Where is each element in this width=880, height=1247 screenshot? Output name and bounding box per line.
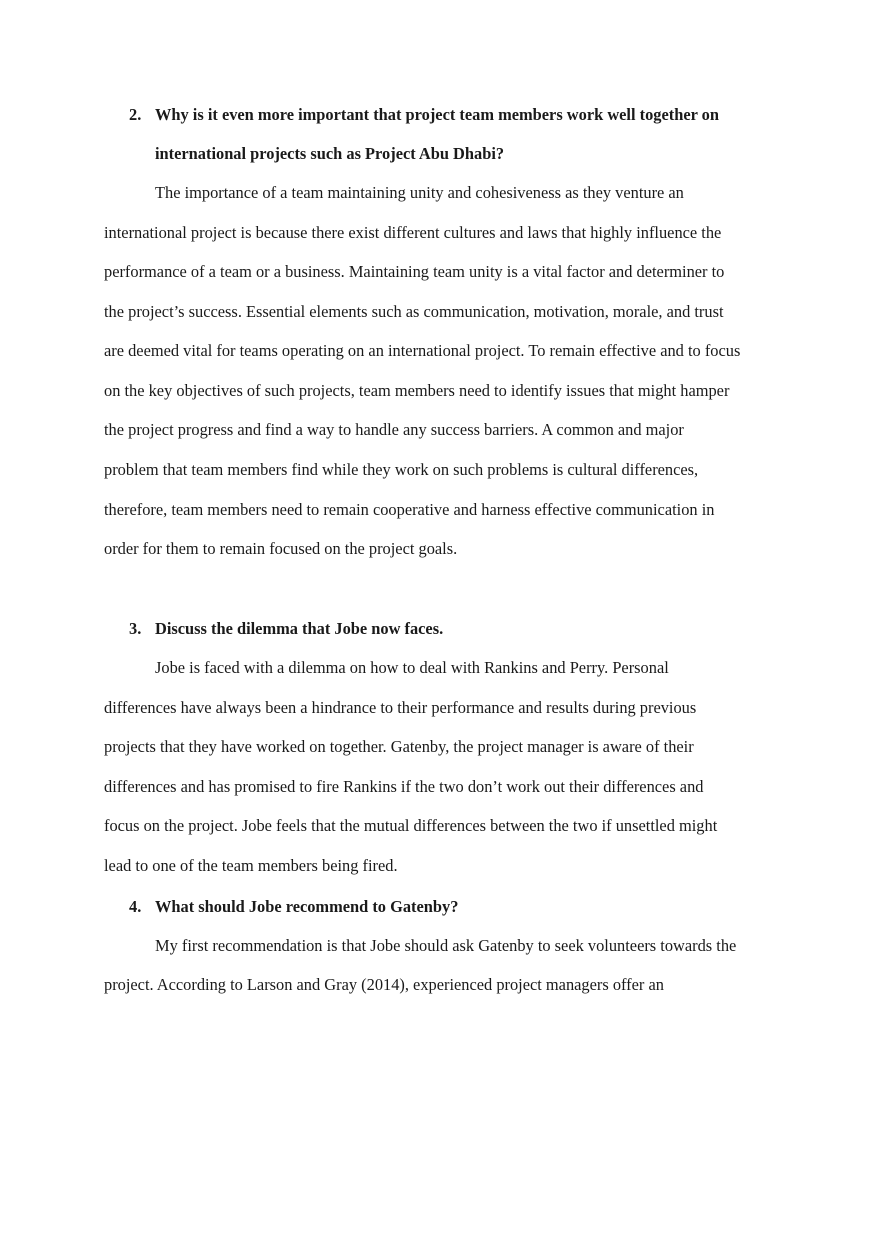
paragraph-line: focus on the project. Jobe feels that the mutual differences between the two if unsettled might <box>104 816 718 835</box>
paragraph-line: The importance of a team maintaining unity and cohesiveness as they venture an <box>155 183 684 202</box>
section-heading-line: Discuss the dilemma that Jobe now faces. <box>155 619 444 638</box>
paragraph-line: projects that they have worked on together. Gatenby, the project manager is aware of their <box>104 737 694 756</box>
paragraph-line: performance of a team or a business. Maintaining team unity is a vital factor and determiner to <box>104 262 725 281</box>
section-heading-line: Why is it even more important that project team members work well together on <box>155 105 719 124</box>
paragraph-line: problem that team members find while they work on such problems is cultural differences, <box>104 460 699 479</box>
section-number: 2. <box>129 105 142 124</box>
section-number: 3. <box>129 619 142 638</box>
paragraph-line: My first recommendation is that Jobe should ask Gatenby to seek volunteers towards the <box>155 936 737 955</box>
paragraph-line: on the key objectives of such projects, team members need to identify issues that might hamper <box>104 381 730 400</box>
section-heading-line: What should Jobe recommend to Gatenby? <box>155 897 459 916</box>
section-heading-line: international projects such as Project Abu Dhabi? <box>155 144 505 163</box>
paragraph-line: Jobe is faced with a dilemma on how to deal with Rankins and Perry. Personal <box>155 658 669 677</box>
paragraph-line: are deemed vital for teams operating on an international project. To remain effective and to focus <box>104 341 741 360</box>
paragraph-line: lead to one of the team members being fired. <box>104 856 398 875</box>
paragraph-line: order for them to remain focused on the project goals. <box>104 539 458 558</box>
paragraph-line: the project’s success. Essential elements such as communication, motivation, morale, and trust <box>104 302 724 321</box>
paragraph-line: differences and has promised to fire Rankins if the two don’t work out their differences and <box>104 777 704 796</box>
paragraph-line: international project is because there exist different cultures and laws that highly influence the <box>104 223 722 242</box>
paragraph-line: project. According to Larson and Gray (2014), experienced project managers offer an <box>104 975 664 994</box>
paragraph-line: differences have always been a hindrance to their performance and results during previous <box>104 698 697 717</box>
section-number: 4. <box>129 897 142 916</box>
paragraph-line: therefore, team members need to remain cooperative and harness effective communication in <box>104 500 715 519</box>
paragraph-line: the project progress and find a way to handle any success barriers. A common and major <box>104 420 684 439</box>
